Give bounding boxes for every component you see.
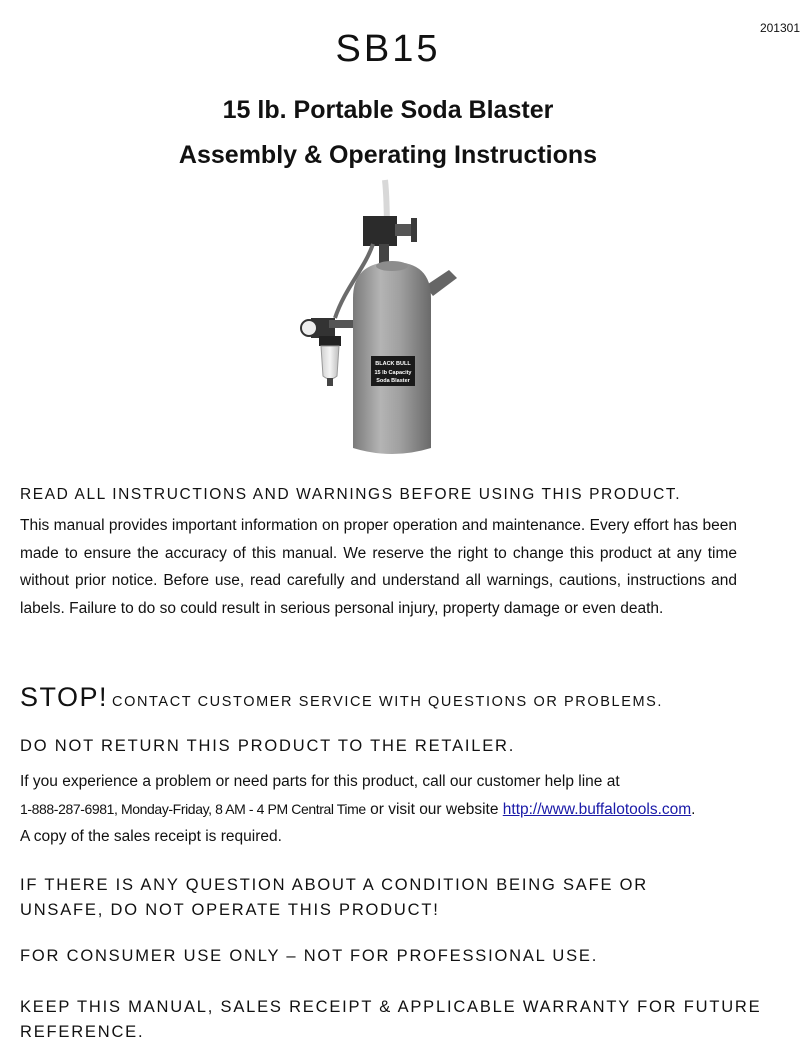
model-number: SB15 [335,28,441,70]
document-code: 201301 [759,21,800,35]
consumer-use-notice: FOR CONSUMER USE ONLY – NOT FOR PROFESSIONAL USE. [20,947,599,965]
help-line: If you experience a problem or need parts for this product, call our customer help line at [20,773,620,790]
no-return-warning: DO NOT RETURN THIS PRODUCT TO THE RETAILER. [20,737,516,755]
stop-word: STOP! [20,682,109,712]
label-line1: 15 lb Capacity [374,370,412,376]
valve-block [363,216,397,246]
question-line2: UNSAFE, DO NOT OPERATE THIS PRODUCT! [20,901,440,919]
website-link[interactable]: http://www.buffalotools.com [502,800,692,818]
receipt-note: A copy of the sales receipt is required. [20,828,282,845]
page-title: 15 lb. Portable Soda Blaster [222,96,554,124]
gauge-icon [301,320,317,336]
help-end: . [691,800,696,818]
label-line2: Soda Blaster [376,378,410,384]
help-phone: 1-888-287-6981, Monday-Friday, 8 AM - 4 PM Central Time [20,800,366,817]
label-brand: BLACK BULL [375,361,411,367]
soda-blaster-product-image [295,178,480,460]
help-contact-line [20,796,695,824]
stop-text: CONTACT CUSTOMER SERVICE WITH QUESTIONS OR PROBLEMS. [112,694,664,710]
filter-bowl [321,346,339,379]
help-mid-text: or visit our website [365,800,503,818]
page-subtitle: Assembly & Operating Instructions [178,141,598,169]
stop-line [20,682,663,713]
safety-question-warning [20,873,648,923]
help-block [20,768,695,851]
keep-manual-notice: KEEP THIS MANUAL, SALES RECEIPT & APPLICABLE WARRANTY FOR FUTURE REFERENCE. [20,998,762,1041]
intro-paragraph: This manual provides important information on proper operation and maintenance. Every effort has been made to ensure the accuracy of this manual. We reserve the right to change this product at any time without prior notice. Before use, read carefully and understand all warnings, cautions, instructions and labels. Failure to do so could result in serious personal injury, property damage or even death. [20,517,737,617]
read-all-warning: READ ALL INSTRUCTIONS AND WARNINGS BEFORE USING THIS PRODUCT. [20,486,682,503]
question-line1: IF THERE IS ANY QUESTION ABOUT A CONDITION BEING SAFE OR [20,876,648,894]
